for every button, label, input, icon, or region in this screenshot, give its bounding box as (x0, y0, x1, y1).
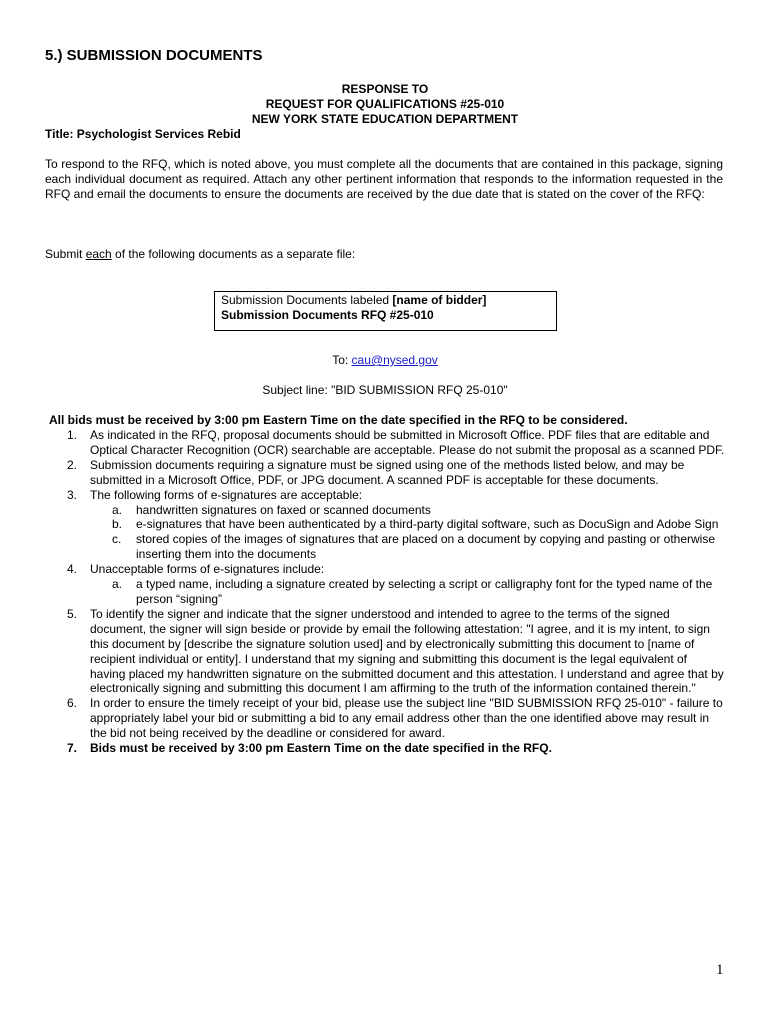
item-number: 3. (67, 487, 78, 502)
requirements-list (45, 428, 725, 756)
box-line-1 (221, 293, 550, 308)
to-line (45, 353, 725, 367)
page-number: 1 (716, 962, 724, 978)
item-text: In order to ensure the timely receipt of your bid, please use the subject line "BID SUBMISSION RFQ 25-010" - failure to appropriately label your bid or submitting a bid to any email address other than the one identified above may result in the bid not being received by the deadline or considered for award. (90, 696, 723, 741)
list-item (45, 488, 725, 503)
list-item (45, 741, 725, 756)
document-title: Title: Psychologist Services Rebid (45, 127, 241, 141)
sub-list-item (45, 517, 725, 532)
subject-line: Subject line: "BID SUBMISSION RFQ 25-010" (262, 383, 508, 397)
sub-text: e-signatures that have been authenticated by a third-party digital software, such as DocuSign and Adobe Sign (136, 517, 719, 532)
intro-paragraph: To respond to the RFQ, which is noted above, you must complete all the documents that are contained in this package, signing each individual document as required. Attach any other pertinent information that responds to the information requested in the RFQ and email the documents to ensure the documents are received by the due date that is stated on the cover of the RFQ: (45, 157, 723, 201)
item-text: To identify the signer and indicate that the signer understood and intended to agree to the terms of the signed document, the signer will sign beside or provide by email the following attestation: "I agree, and it is my intent, to sign this document by [describe the signature solution used] and by electronically submitting this document to [name of recipient individual or entity]. I understand that my signing and submitting this document is the legal equivalent of having placed my handwritten signature on the submitted document and this attestation. I understand and agree that by electronically signing and submitting this document I am affirming to the truth of the information contained therein." (90, 606, 724, 696)
sub-text: a typed name, including a signature created by selecting a script or calligraphy font for the typed name of the person “signing” (136, 577, 713, 606)
item-number: 5. (67, 606, 78, 621)
file-label-box (214, 291, 557, 331)
sub-letter: c. (112, 532, 122, 547)
response-to-line: RESPONSE TO (341, 82, 429, 96)
sub-list-item (45, 503, 725, 518)
sub-list-item (45, 532, 725, 562)
submit-after: of the following documents as a separate file: (111, 247, 356, 261)
item-number: 6. (67, 696, 78, 711)
box-line-2: Submission Documents RFQ #25-010 (221, 308, 434, 322)
item-text: As indicated in the RFQ, proposal documents should be submitted in Microsoft Office. PDF files that are editable and Optical Character Recognition (OCR) searchable are acceptable. Please do not submit the proposal as a scanned PDF. (90, 428, 725, 457)
submit-underlined: each (85, 247, 112, 261)
list-item (45, 562, 725, 577)
sub-list-item (45, 577, 725, 607)
sub-text: handwritten signatures on faxed or scanned documents (136, 502, 431, 517)
sub-letter: a. (112, 577, 123, 592)
list-item (45, 607, 725, 696)
item-text: Unacceptable forms of e-signatures include: (90, 562, 325, 577)
rfq-number-line: REQUEST FOR QUALIFICATIONS #25-010 (265, 97, 505, 111)
box-line1-plain: Submission Documents labeled (221, 293, 393, 307)
item-text: The following forms of e-signatures are acceptable: (90, 487, 363, 502)
list-item (45, 428, 725, 458)
item-text: Submission documents requiring a signature must be signed using one of the methods listed below, and may be submitted in a Microsoft Office, PDF, or JPG document. A scanned PDF is acceptable for these documents. (90, 457, 685, 487)
email-link[interactable]: cau@nysed.gov (351, 353, 438, 367)
box-line1-bold: [name of bidder] (392, 293, 487, 307)
response-header (45, 82, 725, 127)
item-number: 7. (67, 741, 78, 756)
deadline-note: All bids must be received by 3:00 pm Eastern Time on the date specified in the RFQ to be considered. (49, 413, 628, 427)
department-line: NEW YORK STATE EDUCATION DEPARTMENT (251, 112, 519, 126)
item-number: 4. (67, 562, 78, 577)
section-heading: 5.) SUBMISSION DOCUMENTS (45, 47, 263, 64)
item-text: Bids must be received by 3:00 pm Eastern Time on the date specified in the RFQ. (90, 741, 552, 756)
submit-before: Submit (45, 247, 86, 261)
sub-letter: b. (112, 517, 123, 532)
submit-instruction (45, 247, 355, 261)
list-item (45, 458, 725, 488)
to-label: To: (332, 353, 352, 367)
item-number: 1. (67, 428, 78, 442)
list-item (45, 696, 725, 741)
sub-letter: a. (112, 502, 123, 517)
sub-text: stored copies of the images of signatures that are placed on a document by copying and pasting or otherwise inserting them into the documents (136, 532, 716, 562)
item-number: 2. (67, 457, 78, 472)
